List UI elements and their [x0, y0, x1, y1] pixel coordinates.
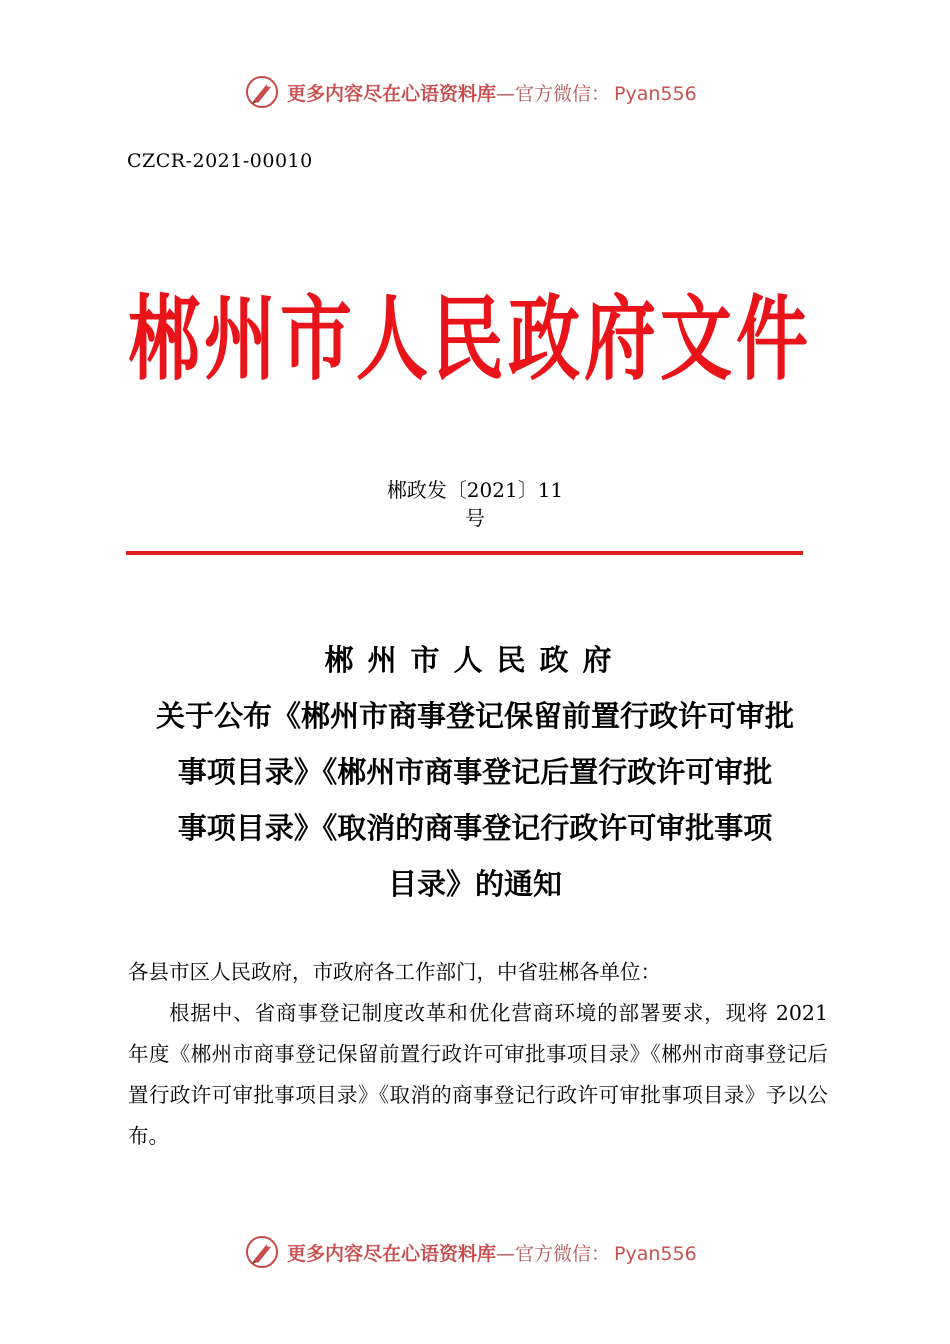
watermark-wechat-id: Pyan556 — [614, 82, 697, 105]
title-line: 事项目录》《取消的商事登记行政许可审批事项 — [177, 811, 773, 845]
pen-logo-icon — [245, 1235, 279, 1269]
document-number-line2: 号 — [465, 506, 485, 530]
title-line: 关于公布《郴州市商事登记保留前置行政许可审批 — [155, 699, 794, 733]
document-code: CZCR-2021-00010 — [127, 150, 313, 172]
watermark-top — [245, 74, 697, 110]
salutation: 各县市区人民政府，市政府各工作部门，中省驻郴各单位： — [128, 960, 661, 984]
title-line: 事项目录》《郴州市商事登记后置行政许可审批 — [177, 755, 773, 789]
watermark-bottom — [245, 1234, 697, 1270]
document-number-line1: 郴政发〔2021〕11 — [386, 478, 564, 502]
document-number — [360, 476, 590, 532]
red-divider-line — [126, 551, 803, 555]
watermark-main-text: 更多内容尽在心语资料库 — [287, 1242, 497, 1265]
watermark-main-text: 更多内容尽在心语资料库 — [287, 82, 497, 105]
watermark-suffix-text: —官方微信： — [496, 1242, 611, 1265]
notice-title — [110, 632, 840, 912]
watermark-wechat-id: Pyan556 — [614, 1242, 697, 1265]
government-document-header: 郴州市人民政府文件 — [127, 285, 812, 393]
pen-logo-icon — [245, 75, 279, 109]
title-line: 目录》的通知 — [387, 867, 562, 901]
document-body — [128, 952, 828, 1157]
title-issuer: 郴州市人民政府 — [324, 643, 626, 677]
watermark-suffix-text: —官方微信： — [496, 82, 611, 105]
body-paragraph: 根据中、省商事登记制度改革和优化营商环境的部署要求，现将 2021 年度《郴州市商事登记保留前置行政许可审批事项目录》《郴州市商事登记后置行政许可审批事项目录》《取消的商事登记行政许可审批事项目录》予以公布。 — [128, 1001, 828, 1148]
